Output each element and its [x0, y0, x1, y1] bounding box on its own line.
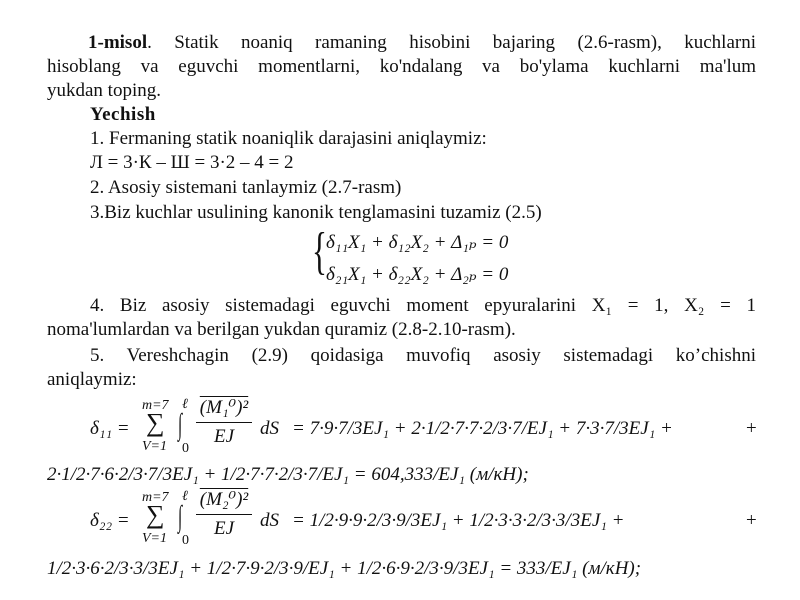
equation-1: δ₁₁X₁ + δ₁₂X₂ + Δ₁ₚ = 0 [326, 232, 509, 253]
formula-1-fraction-bar [196, 422, 252, 423]
intro-line-1 [88, 31, 756, 55]
formula-2-numerator: (M₂⁰)² [199, 489, 249, 510]
formula-2-sum-top: m=7 [142, 490, 169, 505]
formula-1-plus: + [746, 418, 757, 439]
formula-1-int-bottom: 0 [182, 441, 189, 456]
intro-line-1-text: . Statik noaniq ramaning hisobini bajaring (2.6-rasm), kuchlarni [147, 32, 756, 53]
formula-1-int-top: ℓ [182, 397, 188, 412]
intro-line-2: hisoblang va eguvchi momentlarni, ko'ndalang va bo'ylama kuchlarni ma'lum [47, 56, 756, 77]
formula-1-rhs: = 7·9·7/3EJ₁ + 2·1/2·7·7·2/3·7/EJ₁ + 7·3·7/3EJ₁ + [292, 418, 673, 439]
formula-1-numerator: (M₁⁰)² [199, 397, 249, 418]
formula-2-fraction [196, 488, 252, 541]
step-1-formula: Л = 3·К – Ш = 3·2 – 4 = 2 [90, 152, 294, 173]
formula-1-denominator: EJ [213, 426, 235, 447]
formula-1-continuation: 2·1/2·7·6·2/3·7/3EJ₁ + 1/2·7·7·2/3·7/EJ₁ = 604,333/EJ₁ (м/кН); [47, 464, 529, 485]
formula-2-rhs: = 1/2·9·9·2/3·9/3EJ₁ + 1/2·3·3·2/3·3/3EJ₁ + [292, 510, 625, 531]
step-3: 3.Biz kuchlar usulining kanonik tenglamasini tuzamiz (2.5) [90, 202, 542, 223]
example-label: 1-misol [88, 32, 148, 53]
formula-2-integral: ∫ [178, 500, 183, 533]
formula-2-ds: dS [260, 510, 279, 531]
formula-2-continuation: 1/2·3·6·2/3·3/3EJ₁ + 1/2·7·9·2/3·9/EJ₁ + 1/2·6·9·2/3·9/3EJ₁ = 333/EJ₁ (м/кН); [47, 558, 642, 579]
formula-1-sum-bottom: V=1 [142, 439, 167, 454]
formula-1-ds: dS [260, 418, 279, 439]
equation-2: δ₂₁X₁ + δ₂₂X₂ + Δ₂ₚ = 0 [326, 264, 509, 285]
formula-1-integral: ∫ [178, 408, 183, 441]
solution-heading: Yechish [90, 104, 156, 125]
step-4-line-1: 4. Biz asosiy sistemadagi eguvchi moment epyuralarini X₁ = 1, X₂ = 1 [90, 295, 756, 316]
formula-1-lhs: δ₁₁ = [90, 418, 130, 439]
step-2: 2. Asosiy sistemani tanlaymiz (2.7-rasm) [90, 177, 402, 198]
step-1: 1. Fermaning statik noaniqlik darajasini aniqlaymiz: [90, 128, 487, 149]
step-5-line-1: 5. Vereshchagin (2.9) qoidasiga muvofiq asosiy sistemadagi ko’chishni [90, 345, 756, 366]
formula-2-lhs: δ₂₂ = [90, 510, 130, 531]
system-brace: { [312, 223, 327, 280]
formula-1-sum-top: m=7 [142, 398, 169, 413]
intro-line-3: yukdan toping. [47, 80, 161, 101]
formula-2-plus: + [746, 510, 757, 531]
formula-2-fraction-bar [196, 514, 252, 515]
formula-2-denominator: EJ [213, 518, 235, 539]
step-4-line-2: noma'lumlardan va berilgan yukdan quramiz (2.8-2.10-rasm). [47, 319, 516, 340]
step-5-line-2: aniqlaymiz: [47, 369, 137, 390]
formula-1-sigma: ∑ [146, 408, 165, 437]
formula-2-sum-bottom: V=1 [142, 531, 167, 546]
formula-2-sigma: ∑ [146, 500, 165, 529]
formula-2-int-bottom: 0 [182, 533, 189, 548]
formula-2-int-top: ℓ [182, 489, 188, 504]
formula-1-fraction [196, 396, 252, 449]
